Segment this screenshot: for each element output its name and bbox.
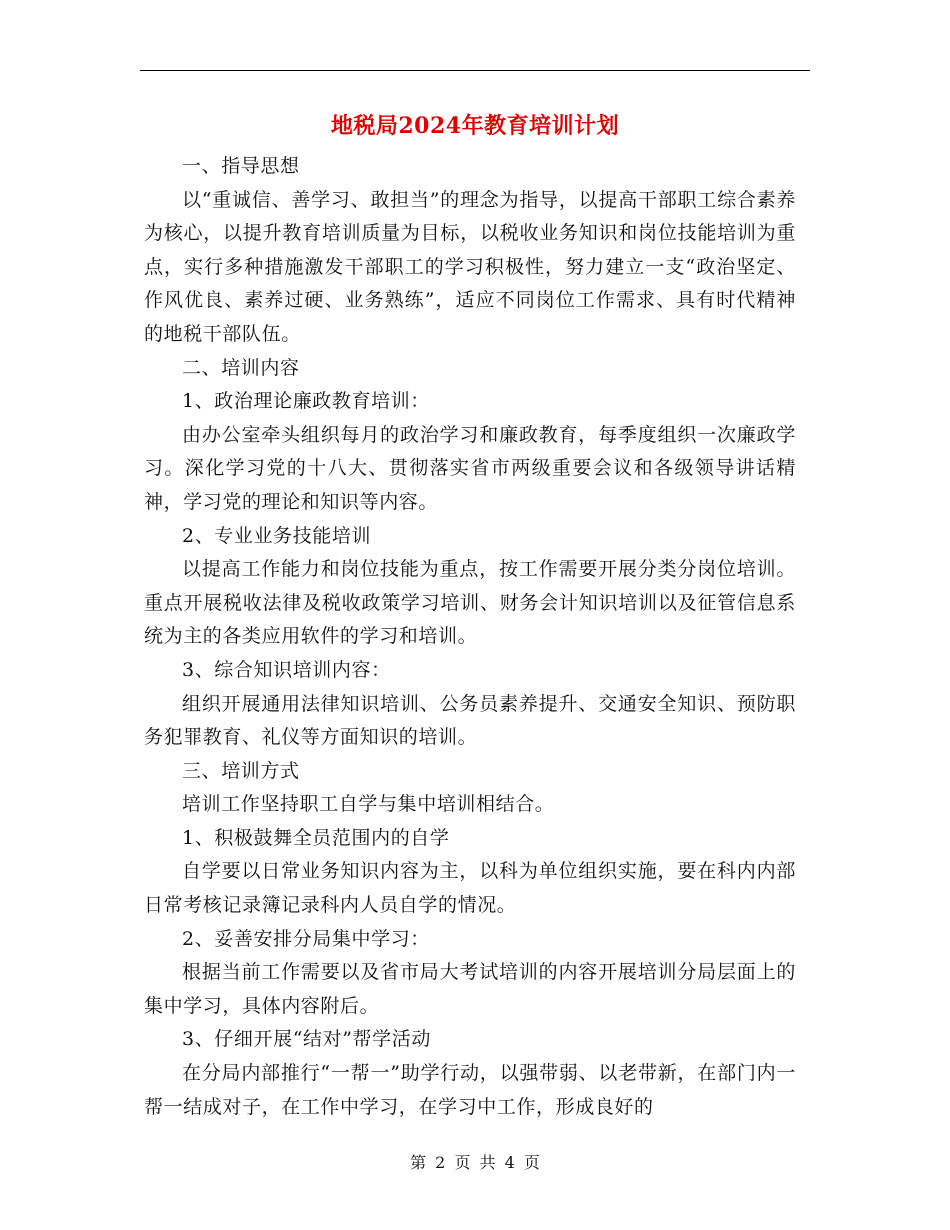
- body-paragraph: 组织开展通用法律知识培训、公务员素养提升、交通安全知识、预防职务犯罪教育、礼仪等方面知识的培训。: [144, 692, 796, 749]
- section-heading-training-methods: 三、培训方式: [182, 759, 300, 782]
- body-paragraph: 自学要以日常业务知识内容为主，以科为单位组织实施，要在科内内部日常考核记录簿记录科内人员自学的情况。: [144, 860, 796, 917]
- page-number: 第 2 页 共 4 页: [410, 1153, 540, 1172]
- subheading-centralized-study: 2、妥善安排分局集中学习：: [182, 927, 430, 950]
- body-paragraph: 由办公室牵头组织每月的政治学习和廉政教育，每季度组织一次廉政学习。深化学习党的十八大、贯彻落实省市两级重要会议和各级领导讲话精神，学习党的理论和知识等内容。: [144, 423, 796, 513]
- section-heading-guiding-ideology: 一、指导思想: [182, 155, 300, 177]
- body-paragraph: 以提高工作能力和岗位技能为重点，按工作需要开展分类分岗位培训。重点开展税收法律及税收政策学习培训、财务会计知识培训以及征管信息系统为主的各类应用软件的学习和培训。: [144, 558, 796, 648]
- document-body: [144, 150, 796, 1124]
- document-title: 地税局2024年教育培训计划: [330, 113, 620, 139]
- subheading-professional-skills: 2、专业业务技能培训: [182, 524, 372, 547]
- section-heading-training-content: 二、培训内容: [182, 356, 300, 379]
- subheading-political-theory: 1、政治理论廉政教育培训：: [182, 390, 430, 413]
- subheading-general-knowledge: 3、综合知识培训内容：: [182, 658, 391, 681]
- header-rule: [140, 70, 810, 71]
- body-paragraph: 在分局内部推行“一帮一”助学行动，以强带弱、以老带新，在部门内一帮一结成对子，在工作中学习，在学习中工作，形成良好的: [144, 1062, 796, 1118]
- body-paragraph: 根据当前工作需要以及省市局大考试培训的内容开展培训分局层面上的集中学习，具体内容附后。: [144, 961, 796, 1017]
- subheading-pairing-activity: 3、仔细开展“结对”帮学活动: [182, 1028, 431, 1051]
- body-paragraph: 培训工作坚持职工自学与集中培训相结合。: [182, 793, 555, 816]
- subheading-self-study: 1、积极鼓舞全员范围内的自学: [182, 826, 450, 849]
- body-paragraph: 以“重诚信、善学习、敢担当”的理念为指导，以提高干部职工综合素养为核心，以提升教育培训质量为目标，以税收业务知识和岗位技能培训为重点，实行多种措施激发干部职工的学习积极性，努力建立一支“政治坚定、作风优良、素养过硬、业务熟练”，适应不同岗位工作需求、具有时代精神的地税干部队伍。: [144, 188, 796, 345]
